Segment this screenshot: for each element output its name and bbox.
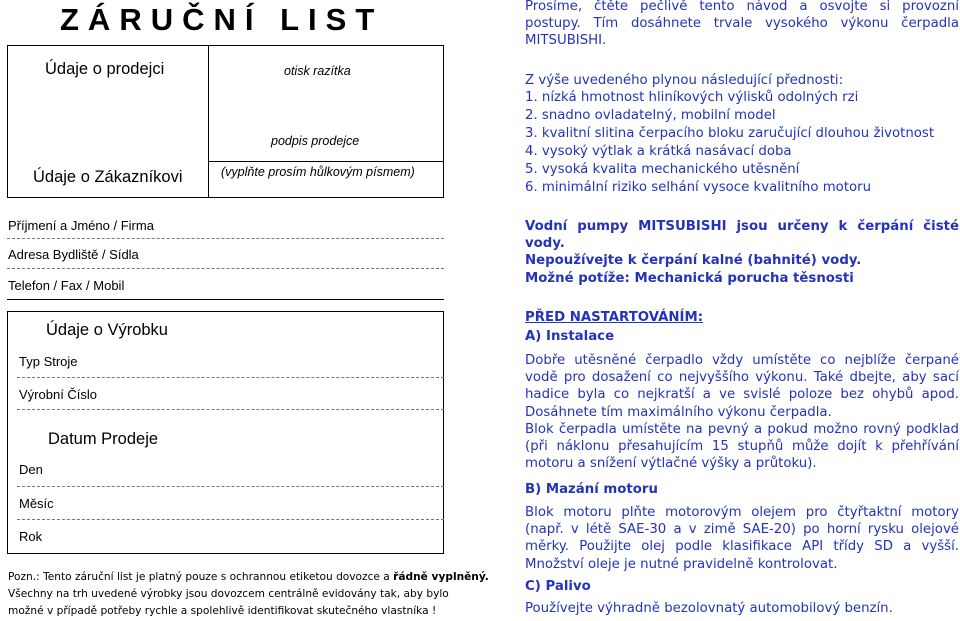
machine-type-label: Typ Stroje: [19, 354, 78, 369]
day-label: Den: [19, 462, 43, 477]
note-line-2: Všechny na trh uvedené výrobky jsou dovozcem centrálně evidovány tak, aby bylo: [8, 588, 449, 600]
section-c-header: C) Palivo: [525, 579, 591, 594]
customer-name-line: [7, 238, 444, 239]
oil-line: Množství oleje je nutné pravidelně kontrolovat.: [525, 556, 838, 572]
intro-text: [525, 0, 959, 50]
customer-name-label: Příjmení a Jméno / Firma: [8, 218, 154, 233]
serial-number-line: [17, 409, 444, 410]
advantage-item: 5. vysoká kvalita mechanického utěsnění: [525, 162, 800, 177]
advantage-item: 3. kvalitní slitina čerpacího bloku zaručující dlouhou životnost: [525, 126, 935, 141]
signature-label: podpis prodejce: [271, 134, 360, 148]
advantage-item: 6. minimální riziko selhání vysoce kvalitního motoru: [525, 180, 872, 195]
section-a-header: A) Instalace: [525, 329, 615, 344]
note-line-3: možné v případě potřeby rychle a spolehlivě identifikovat skutečného vlastníka !: [8, 605, 437, 617]
seller-header: Údaje o prodejci: [45, 60, 165, 78]
install-line: motoru a snížení výtlačné výšky a průtoku).: [525, 456, 817, 472]
sale-date-header: Datum Prodeje: [48, 430, 159, 448]
oil-text: [525, 504, 959, 573]
install-line: Dobře utěsněné čerpadlo vždy umístěte co nejblíže čerpané: [525, 353, 959, 368]
note-line-1: [8, 571, 489, 583]
install-line: Blok čerpadla umístěte na pevný a pokud možno rovný podklad: [525, 421, 959, 437]
day-line: [17, 486, 444, 487]
intro-line: Prosíme, čtěte pečlivě tento návod a osvojte si provozní: [525, 0, 959, 14]
warning-line: Vodní pumpy MITSUBISHI jsou určeny k čerpání čisté: [525, 219, 959, 234]
customer-header: Údaje o Zákazníkovi: [33, 168, 183, 186]
oil-line: Blok motoru plňte motorovým olejem pro čtyřtaktní motory: [525, 505, 959, 520]
year-label: Rok: [19, 529, 43, 544]
seller-box-divider: [208, 45, 209, 198]
advantage-item: 4. vysoký výtlak a krátká nasávací doba: [525, 144, 792, 159]
month-label: Měsíc: [19, 496, 54, 511]
fuel-text: Používejte výhradně bezolovnatý automobilový benzín.: [525, 601, 893, 616]
oil-line: (např. v létě SAE-30 a v zimě SAE-20) po horní rysku olejové: [525, 522, 959, 538]
customer-address-label: Adresa Bydliště / Sídla: [8, 247, 139, 262]
warning-line: vody.: [525, 236, 565, 252]
install-line: Dosáhnete tím maximálního výkonu čerpadla.: [525, 404, 832, 420]
intro-line: MITSUBISHI.: [525, 33, 607, 49]
product-header: Údaje o Výrobku: [46, 321, 168, 339]
install-line: hadice byla co nejkratší a ve svislé poloze bez ohybů apod.: [525, 387, 959, 403]
serial-number-label: Výrobní Číslo: [19, 387, 98, 402]
customer-phone-line: [7, 299, 444, 300]
oil-line: měrky. Použijte olej podle klasifikace API třídy SD a vyšší.: [525, 539, 959, 555]
advantage-item: 1. nízká hmotnost hliníkových výlisků odolných rzi: [525, 90, 859, 105]
section-b-header: B) Mazání motoru: [525, 482, 658, 497]
warning-line: Možné potíže: Mechanická porucha těsnosti: [525, 270, 854, 286]
install-line: vodě pro dosažení co nejvyššího výkonu. Také dbejte, aby sací: [525, 370, 959, 386]
intro-line: postupy. Tím dosáhnete trvale vysokého výkonu čerpadla: [525, 16, 959, 32]
handwriting-note: (vyplňte prosím hůlkovým písmem): [221, 165, 415, 179]
stamp-label: otisk razítka: [284, 64, 351, 78]
install-line: (při náklonu přesahujícím 15 stupňů může dojít k přehřívání: [525, 438, 959, 454]
install-text: [525, 352, 959, 472]
before-start-header: PŘED NASTARTOVÁNÍM:: [525, 310, 704, 325]
machine-type-line: [17, 377, 444, 378]
warning-text: [525, 218, 959, 287]
signature-line: [208, 161, 444, 162]
warning-line: Nepoužívejte k čerpání kalné (bahnité) vody.: [525, 253, 862, 269]
note-prefix: Pozn.: Tento záruční list je platný pouze s ochrannou etiketou dovozce a: [8, 571, 394, 583]
customer-phone-label: Telefon / Fax / Mobil: [8, 278, 125, 293]
page-title: ZÁRUČNÍ LIST: [60, 2, 384, 37]
note-bold: řádně vyplněný.: [393, 571, 489, 583]
advantages-header: Z výše uvedeného plynou následující přednosti:: [525, 73, 844, 88]
advantage-item: 2. snadno ovladatelný, mobilní model: [525, 108, 776, 123]
month-line: [17, 519, 444, 520]
customer-address-line: [7, 268, 444, 269]
